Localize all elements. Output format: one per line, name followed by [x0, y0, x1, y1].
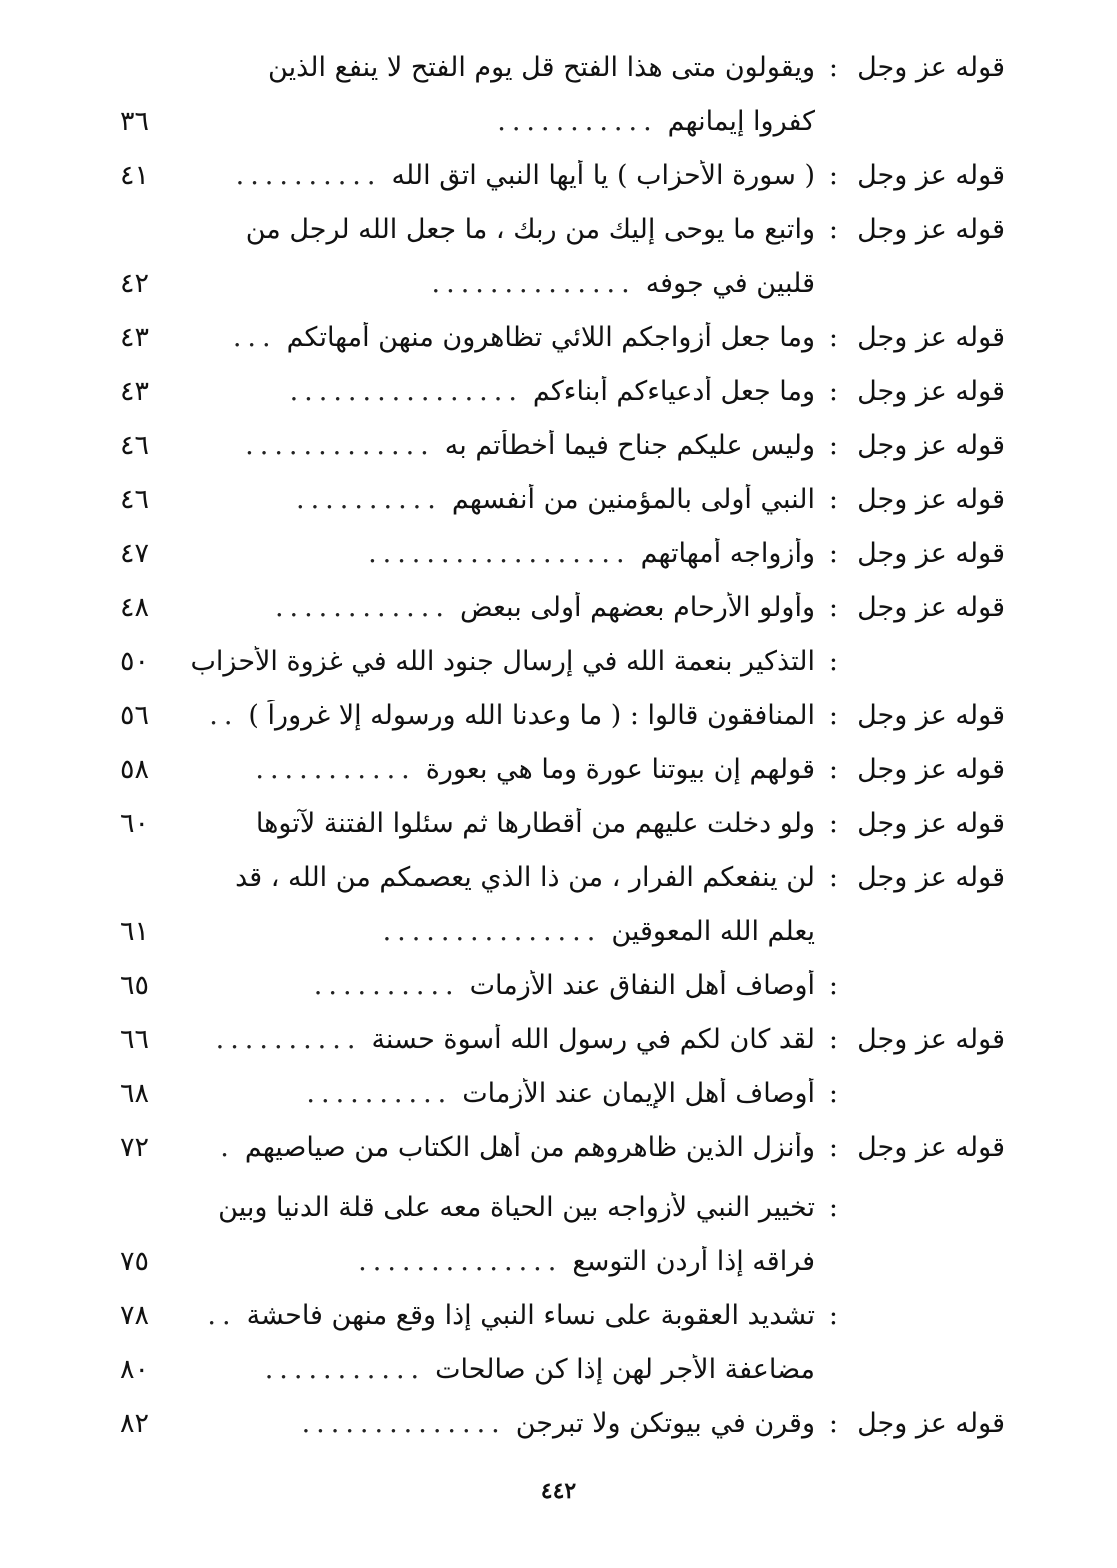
- page-ref: ٤٦: [120, 484, 150, 515]
- entry-title: وأنزل الذين ظاهروهم من أهل الكتاب من صياصيهم: [244, 1132, 815, 1163]
- entry-prefix: قوله عز وجل: [857, 430, 1005, 461]
- page-ref: ٨٠: [120, 1354, 150, 1385]
- page-number: ٤٤٢: [540, 1478, 577, 1504]
- dot-leader: ...............: [382, 916, 602, 947]
- toc-row: [120, 1120, 1005, 1174]
- entry-title: لن ينفعكم الفرار ، من ذا الذي يعصمكم من الله ، قد: [235, 862, 815, 893]
- dot-leader: ..........: [313, 970, 460, 1001]
- entry-title: تخيير النبي لأزواجه بين الحياة معه على قلة الدنيا وبين: [218, 1192, 815, 1223]
- page-ref: ٧٨: [120, 1300, 150, 1331]
- entry-colon: :: [828, 754, 838, 785]
- entry-title: أوصاف أهل النفاق عند الأزمات: [469, 970, 815, 1001]
- entry-prefix: قوله عز وجل: [857, 538, 1005, 569]
- toc-row: [120, 148, 1005, 202]
- dot-leader: ...........: [497, 106, 658, 137]
- entry-colon: :: [828, 376, 838, 407]
- entry-prefix: قوله عز وجل: [857, 1024, 1005, 1055]
- entry-colon: :: [828, 970, 838, 1001]
- entry-title: وأزواجه أمهاتهم: [640, 538, 815, 569]
- entry-prefix: قوله عز وجل: [857, 376, 1005, 407]
- entry-prefix: قوله عز وجل: [857, 160, 1005, 191]
- toc-row: [120, 418, 1005, 472]
- toc-row: [120, 1180, 1005, 1234]
- page-ref: ٤٨: [120, 592, 150, 623]
- entry-prefix: قوله عز وجل: [857, 1408, 1005, 1439]
- toc-row: [120, 364, 1005, 418]
- entry-colon: :: [828, 52, 838, 83]
- toc-row: [120, 256, 1005, 310]
- entry-colon: :: [828, 160, 838, 191]
- toc-row: [120, 904, 1005, 958]
- entry-prefix: قوله عز وجل: [857, 700, 1005, 731]
- entry-prefix: قوله عز وجل: [857, 592, 1005, 623]
- dot-leader: ..............: [301, 1408, 506, 1439]
- page-ref: ٥٦: [120, 700, 150, 731]
- entry-colon: :: [828, 214, 838, 245]
- dot-leader: ..: [209, 700, 239, 731]
- toc-row: [120, 688, 1005, 742]
- toc-row: [120, 1342, 1005, 1396]
- entry-colon: :: [828, 646, 838, 677]
- dot-leader: ...........: [264, 1354, 426, 1385]
- entry-title: وما جعل أزواجكم اللائي تظاهرون منهن أمهاتكم: [286, 322, 815, 353]
- toc-row: [120, 40, 1005, 94]
- entry-title: كفروا إيمانهم: [667, 106, 815, 137]
- dot-leader: .: [220, 1132, 235, 1163]
- entry-title: ( سورة الأحزاب ) يا أيها النبي اتق الله: [391, 160, 815, 191]
- entry-prefix: قوله عز وجل: [857, 862, 1005, 893]
- entry-title: مضاعفة الأجر لهن إذا كن صالحات: [435, 1354, 815, 1385]
- page-ref: ٦٥: [120, 970, 150, 1001]
- page-ref: ٤٣: [120, 322, 150, 353]
- dot-leader: ..: [207, 1300, 237, 1331]
- page-ref: ٦١: [120, 916, 150, 947]
- entry-title: ولو دخلت عليهم من أقطارها ثم سئلوا الفتنة لآتوها: [255, 808, 815, 839]
- entry-title: المنافقون قالوا : ( ما وعدنا الله ورسوله إلا غروراً ): [248, 700, 815, 731]
- entry-colon: :: [828, 1078, 838, 1109]
- page-ref: ٦٨: [120, 1078, 150, 1109]
- toc-row: [120, 742, 1005, 796]
- entry-colon: :: [828, 862, 838, 893]
- entry-colon: :: [828, 1024, 838, 1055]
- dot-leader: ...........: [255, 754, 416, 785]
- entry-prefix: قوله عز وجل: [857, 322, 1005, 353]
- entry-colon: :: [828, 1300, 838, 1331]
- toc-row: [120, 634, 1005, 688]
- entry-title: وأولو الأرحام بعضهم أولى ببعض: [459, 592, 815, 623]
- page-ref: ٤٣: [120, 376, 150, 407]
- entry-title: التذكير بنعمة الله في إرسال جنود الله في غزوة الأحزاب: [190, 646, 815, 677]
- entry-title: أوصاف أهل الإيمان عند الأزمات: [462, 1078, 815, 1109]
- toc-row: [120, 850, 1005, 904]
- entry-colon: :: [828, 808, 838, 839]
- dot-leader: ..............: [358, 1246, 563, 1277]
- entry-title: تشديد العقوبة على نساء النبي إذا وقع منهن فاحشة: [246, 1300, 815, 1331]
- dot-leader: ............: [274, 592, 450, 623]
- toc-row: [120, 1012, 1005, 1066]
- entry-colon: :: [828, 700, 838, 731]
- entry-colon: :: [828, 322, 838, 353]
- toc-row: [120, 796, 1005, 850]
- toc-row: [120, 310, 1005, 364]
- entry-title: وليس عليكم جناح فيما أخطأتم به: [444, 430, 815, 461]
- entry-prefix: قوله عز وجل: [857, 754, 1005, 785]
- page-ref: ٦٠: [120, 808, 150, 839]
- page-ref: ٤١: [120, 160, 150, 191]
- page-ref: ٤٦: [120, 430, 150, 461]
- entry-title: قلبين في جوفه: [645, 268, 815, 299]
- toc-row: [120, 202, 1005, 256]
- page-ref: ٨٢: [120, 1408, 150, 1439]
- entry-title: فراقه إذا أردن التوسع: [572, 1246, 815, 1277]
- dot-leader: ..........: [306, 1078, 453, 1109]
- entry-title: وقرن في بيوتكن ولا تبرجن: [515, 1408, 815, 1439]
- page-ref: ٥٠: [120, 646, 150, 677]
- dot-leader: .............: [245, 430, 435, 461]
- dot-leader: ................: [289, 376, 523, 407]
- toc-row: [120, 958, 1005, 1012]
- entry-colon: :: [828, 1132, 838, 1163]
- page-ref: ٧٢: [120, 1132, 150, 1163]
- dot-leader: ..........: [215, 1024, 362, 1055]
- entry-title: قولهم إن بيوتنا عورة وما هي بعورة: [425, 754, 815, 785]
- entry-prefix: قوله عز وجل: [857, 214, 1005, 245]
- page-ref: ٥٨: [120, 754, 150, 785]
- toc-row: [120, 1288, 1005, 1342]
- entry-colon: :: [828, 1192, 838, 1223]
- page-ref: ٤٧: [120, 538, 150, 569]
- toc-row: [120, 1234, 1005, 1288]
- toc-row: [120, 526, 1005, 580]
- dot-leader: ..................: [368, 538, 631, 569]
- toc-row: [120, 472, 1005, 526]
- dot-leader: ..........: [235, 160, 382, 191]
- entry-colon: :: [828, 1408, 838, 1439]
- entry-prefix: قوله عز وجل: [857, 52, 1005, 83]
- entry-prefix: قوله عز وجل: [857, 808, 1005, 839]
- dot-leader: ..............: [431, 268, 636, 299]
- entry-title: لقد كان لكم في رسول الله أسوة حسنة: [371, 1024, 815, 1055]
- dot-leader: ..........: [296, 484, 442, 515]
- toc-row: [120, 1066, 1005, 1120]
- table-of-contents: [120, 40, 1005, 1450]
- entry-title: يعلم الله المعوقين: [611, 916, 815, 947]
- entry-colon: :: [828, 430, 838, 461]
- entry-title: واتبع ما يوحى إليك من ربك ، ما جعل الله لرجل من: [245, 214, 815, 245]
- entry-title: ويقولون متى هذا الفتح قل يوم الفتح لا ينفع الذين: [268, 52, 815, 83]
- entry-title: النبي أولى بالمؤمنين من أنفسهم: [451, 484, 815, 515]
- dot-leader: ...: [232, 322, 277, 353]
- toc-row: [120, 94, 1005, 148]
- toc-row: [120, 1396, 1005, 1450]
- page-ref: ٤٢: [120, 268, 150, 299]
- page-ref: ٣٦: [120, 106, 150, 137]
- page-ref: ٧٥: [120, 1246, 150, 1277]
- entry-title: وما جعل أدعياءكم أبناءكم: [532, 376, 815, 407]
- toc-row: [120, 580, 1005, 634]
- entry-prefix: قوله عز وجل: [857, 484, 1005, 515]
- entry-colon: :: [828, 538, 838, 569]
- entry-colon: :: [828, 484, 838, 515]
- entry-colon: :: [828, 592, 838, 623]
- entry-prefix: قوله عز وجل: [857, 1132, 1005, 1163]
- page-ref: ٦٦: [120, 1024, 150, 1055]
